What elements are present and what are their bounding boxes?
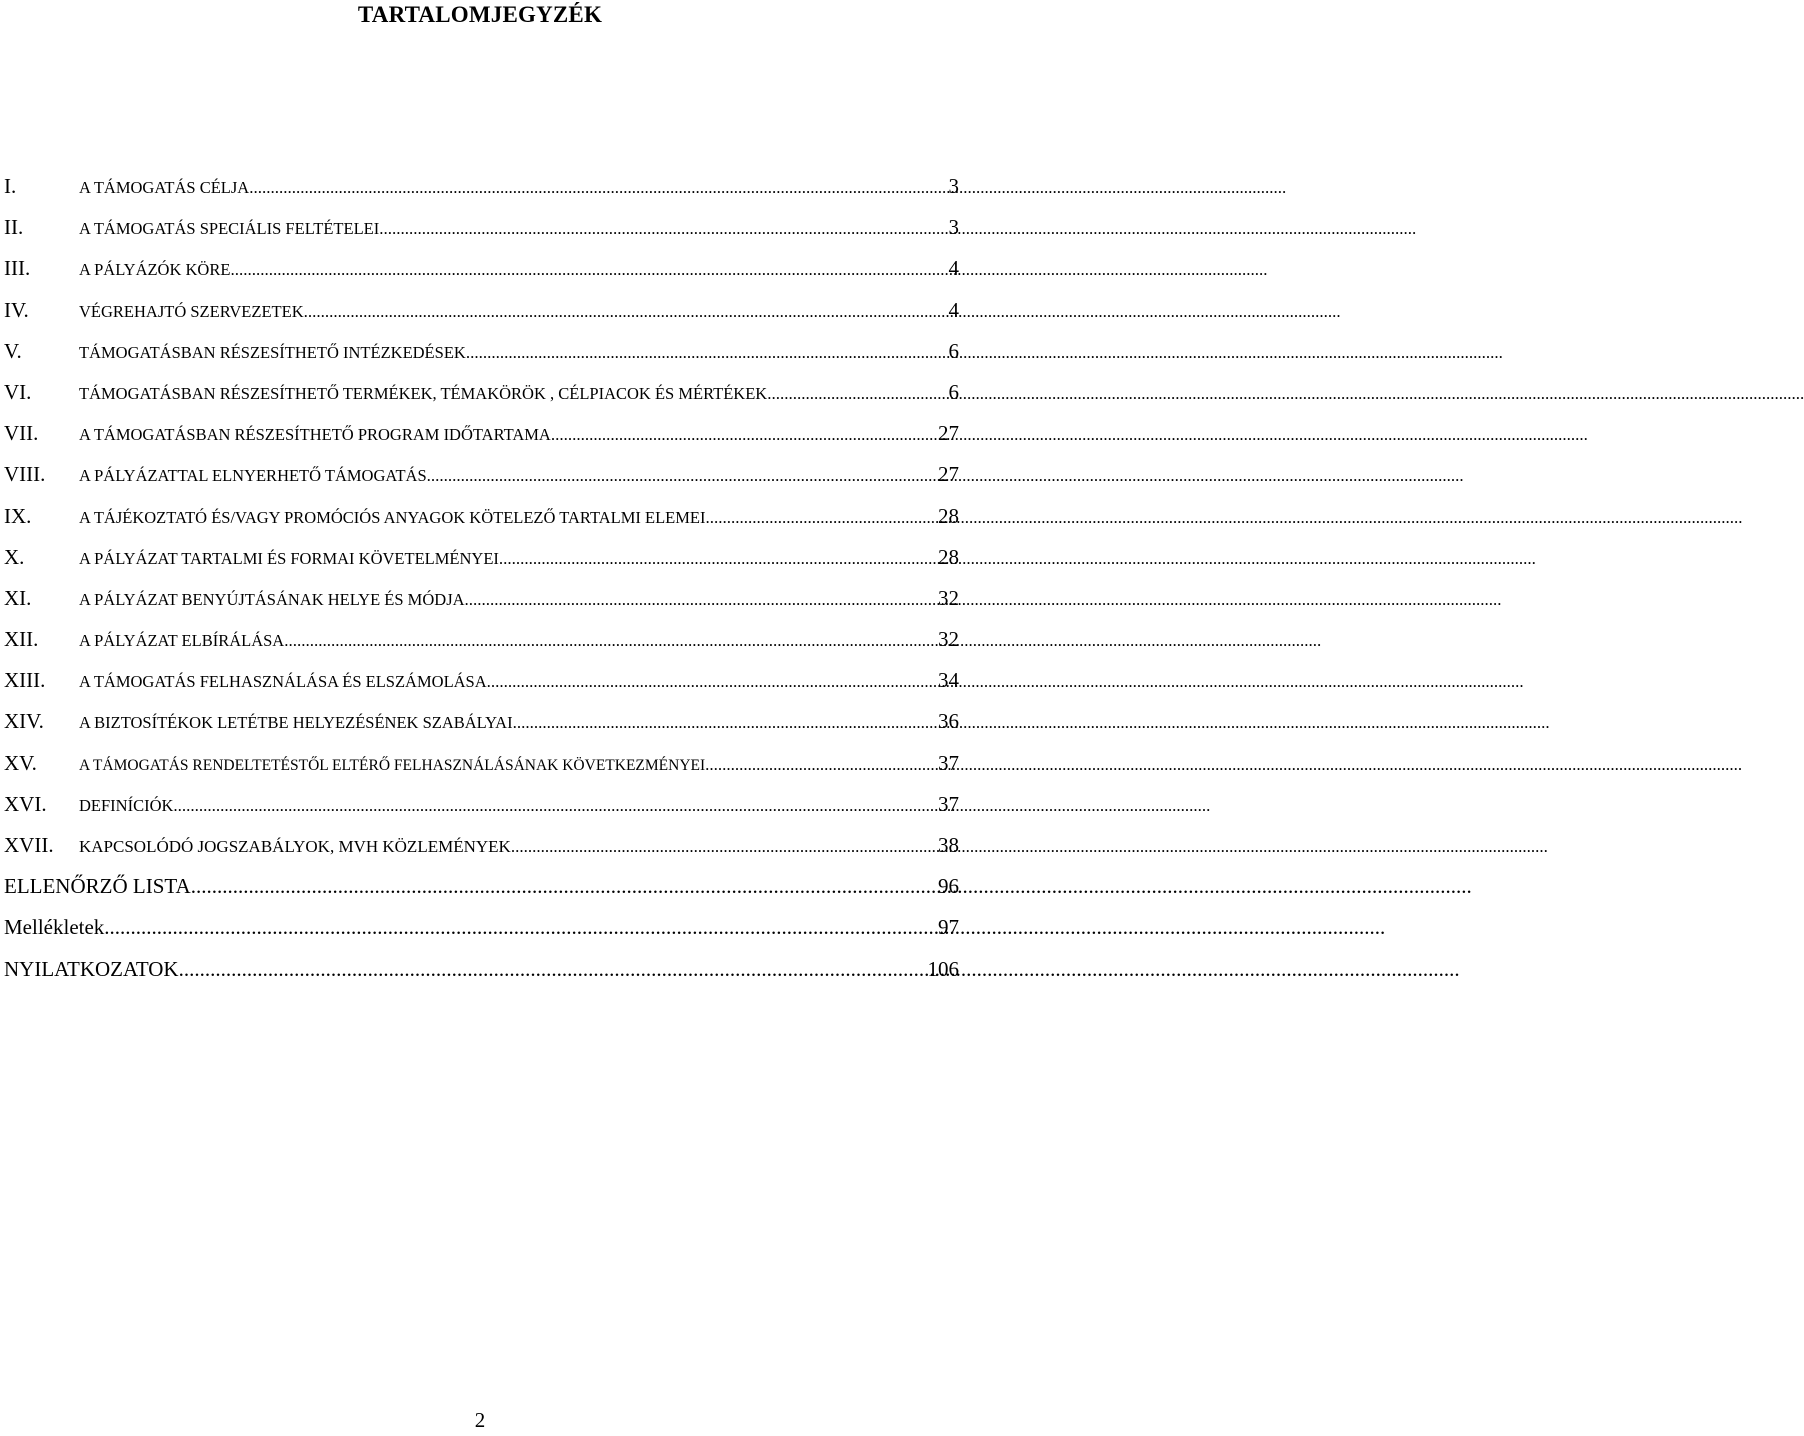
toc-entry-4[interactable] xyxy=(4,290,959,331)
toc-number: VIII. xyxy=(4,462,46,487)
toc-label: A TÁMOGATÁS FELHASZNÁLÁSA ÉS ELSZÁMOLÁSA xyxy=(79,672,487,692)
toc-page: 97 xyxy=(938,915,959,940)
toc-label: A PÁLYÁZAT ELBÍRÁLÁSA xyxy=(79,631,285,651)
toc-label: TÁMOGATÁSBAN RÉSZESÍTHETŐ INTÉZKEDÉSEK xyxy=(79,342,466,362)
toc-entry-10[interactable] xyxy=(4,537,959,578)
toc-leader xyxy=(104,907,935,948)
toc-leader xyxy=(767,373,945,414)
toc-label: A BIZTOSÍTÉKOK LETÉTBE HELYEZÉSÉNEK SZABÁLYAI xyxy=(79,713,513,733)
toc-leader xyxy=(511,826,935,867)
toc-entry-14[interactable] xyxy=(4,701,959,742)
toc-leader xyxy=(179,949,925,990)
toc-page: 27 xyxy=(938,421,959,446)
toc-page: 6 xyxy=(948,338,959,363)
toc-entry-mellekletek[interactable] xyxy=(4,907,959,948)
toc-number: XVII. xyxy=(4,833,54,857)
toc-entry-2[interactable] xyxy=(4,207,959,248)
toc-leader xyxy=(284,620,935,661)
toc-label: A PÁLYÁZAT BENYÚJTÁSÁNAK HELYE ÉS MÓDJA xyxy=(79,589,465,609)
toc-number: I. xyxy=(4,174,17,198)
toc-entry-1[interactable] xyxy=(4,166,959,207)
toc-page: 3 xyxy=(948,215,959,240)
toc-label: ELLENŐRZŐ LISTA xyxy=(4,874,191,899)
toc-leader xyxy=(705,744,935,785)
toc-page: 6 xyxy=(948,379,959,404)
toc-entry-5[interactable] xyxy=(4,331,959,372)
toc-leader xyxy=(304,291,946,332)
toc-page: 28 xyxy=(938,503,959,528)
toc-page: 32 xyxy=(938,627,959,652)
toc-leader xyxy=(465,579,935,620)
toc-leader xyxy=(191,866,935,907)
toc-label: A PÁLYÁZAT TARTALMI ÉS FORMAI KÖVETELMÉNYEI xyxy=(79,548,499,568)
toc-number: XVI. xyxy=(4,791,47,816)
toc-leader xyxy=(230,249,945,290)
toc-label: NYILATKOZATOK xyxy=(4,956,179,981)
toc-page: 38 xyxy=(938,833,959,857)
toc-leader xyxy=(499,538,935,579)
toc-entry-11[interactable] xyxy=(4,578,959,619)
toc-page: 106 xyxy=(927,956,959,981)
toc-number: XI. xyxy=(4,585,32,610)
toc-page: 34 xyxy=(938,668,959,693)
toc-leader xyxy=(551,414,935,455)
toc-number: VII. xyxy=(4,421,39,446)
toc-label: A PÁLYÁZATTAL ELNYERHETŐ TÁMOGATÁS xyxy=(79,466,427,486)
toc-label: A PÁLYÁZÓK KÖRE xyxy=(79,260,231,280)
toc-entry-3[interactable] xyxy=(4,248,959,289)
toc-entry-7[interactable] xyxy=(4,413,959,454)
toc-label: DEFINÍCIÓK xyxy=(79,795,174,815)
toc-entry-13[interactable] xyxy=(4,660,959,701)
toc-entry-9[interactable] xyxy=(4,496,959,537)
toc-leader xyxy=(173,785,935,826)
toc-leader xyxy=(249,167,945,208)
toc-entry-12[interactable] xyxy=(4,619,959,660)
toc-number: X. xyxy=(4,544,25,569)
toc-leader xyxy=(466,332,946,373)
toc-page: 37 xyxy=(938,791,959,816)
toc-label: A TÁJÉKOZTATÓ ÉS/VAGY PROMÓCIÓS ANYAGOK KÖTELEZŐ TARTALMI ELEMEI xyxy=(79,507,706,527)
toc-entry-15[interactable] xyxy=(4,743,959,784)
toc-leader xyxy=(705,497,935,538)
toc-label: Mellékletek xyxy=(4,915,105,940)
page-title: TARTALOMJEGYZÉK xyxy=(357,2,603,27)
toc-label: TÁMOGATÁSBAN RÉSZESÍTHETŐ TERMÉKEK, TÉMAKÖRÖK , CÉLPIACOK ÉS MÉRTÉKEK xyxy=(79,383,768,403)
toc-page: 4 xyxy=(948,297,959,322)
toc-label: VÉGREHAJTÓ SZERVEZETEK xyxy=(79,301,304,321)
table-of-contents xyxy=(4,166,959,990)
toc-entry-8[interactable] xyxy=(4,454,959,495)
toc-number: IX. xyxy=(4,503,32,528)
toc-leader xyxy=(487,661,935,702)
toc-page: 36 xyxy=(938,709,959,734)
toc-page: 4 xyxy=(948,256,959,281)
toc-number: II. xyxy=(4,215,24,240)
toc-leader xyxy=(379,208,945,249)
toc-page: 37 xyxy=(938,750,959,775)
toc-entry-nyilatkozatok[interactable] xyxy=(4,949,959,990)
toc-entry-17[interactable] xyxy=(4,825,959,866)
toc-number: XIV. xyxy=(4,709,44,734)
toc-number: XIII. xyxy=(4,668,46,693)
toc-number: V. xyxy=(4,338,22,363)
toc-label: A TÁMOGATÁS CÉLJA xyxy=(79,178,250,197)
toc-number: III. xyxy=(4,256,31,281)
toc-leader xyxy=(427,455,935,496)
toc-label: A TÁMOGATÁSBAN RÉSZESÍTHETŐ PROGRAM IDŐTARTAMA xyxy=(79,425,551,445)
toc-entry-ellenorzo-lista[interactable] xyxy=(4,866,959,907)
toc-page: 32 xyxy=(938,585,959,610)
toc-label: A TÁMOGATÁS RENDELTETÉSTŐL ELTÉRŐ FELHASZNÁLÁSÁNAK KÖVETKEZMÉNYEI xyxy=(79,756,706,774)
toc-number: XII. xyxy=(4,627,39,652)
page-number: 2 xyxy=(474,1408,486,1432)
toc-page: 3 xyxy=(948,174,959,198)
toc-page: 96 xyxy=(938,874,959,899)
toc-leader xyxy=(513,702,935,743)
toc-entry-6[interactable] xyxy=(4,372,959,413)
toc-page: 27 xyxy=(938,462,959,487)
toc-label: KAPCSOLÓDÓ JOGSZABÁLYOK, MVH KÖZLEMÉNYEK xyxy=(79,837,511,856)
toc-number: XV. xyxy=(4,750,37,775)
toc-page: 28 xyxy=(938,544,959,569)
toc-number: VI. xyxy=(4,379,32,404)
toc-entry-16[interactable] xyxy=(4,784,959,825)
toc-number: IV. xyxy=(4,297,29,322)
toc-label: A TÁMOGATÁS SPECIÁLIS FELTÉTELEI xyxy=(79,219,380,239)
